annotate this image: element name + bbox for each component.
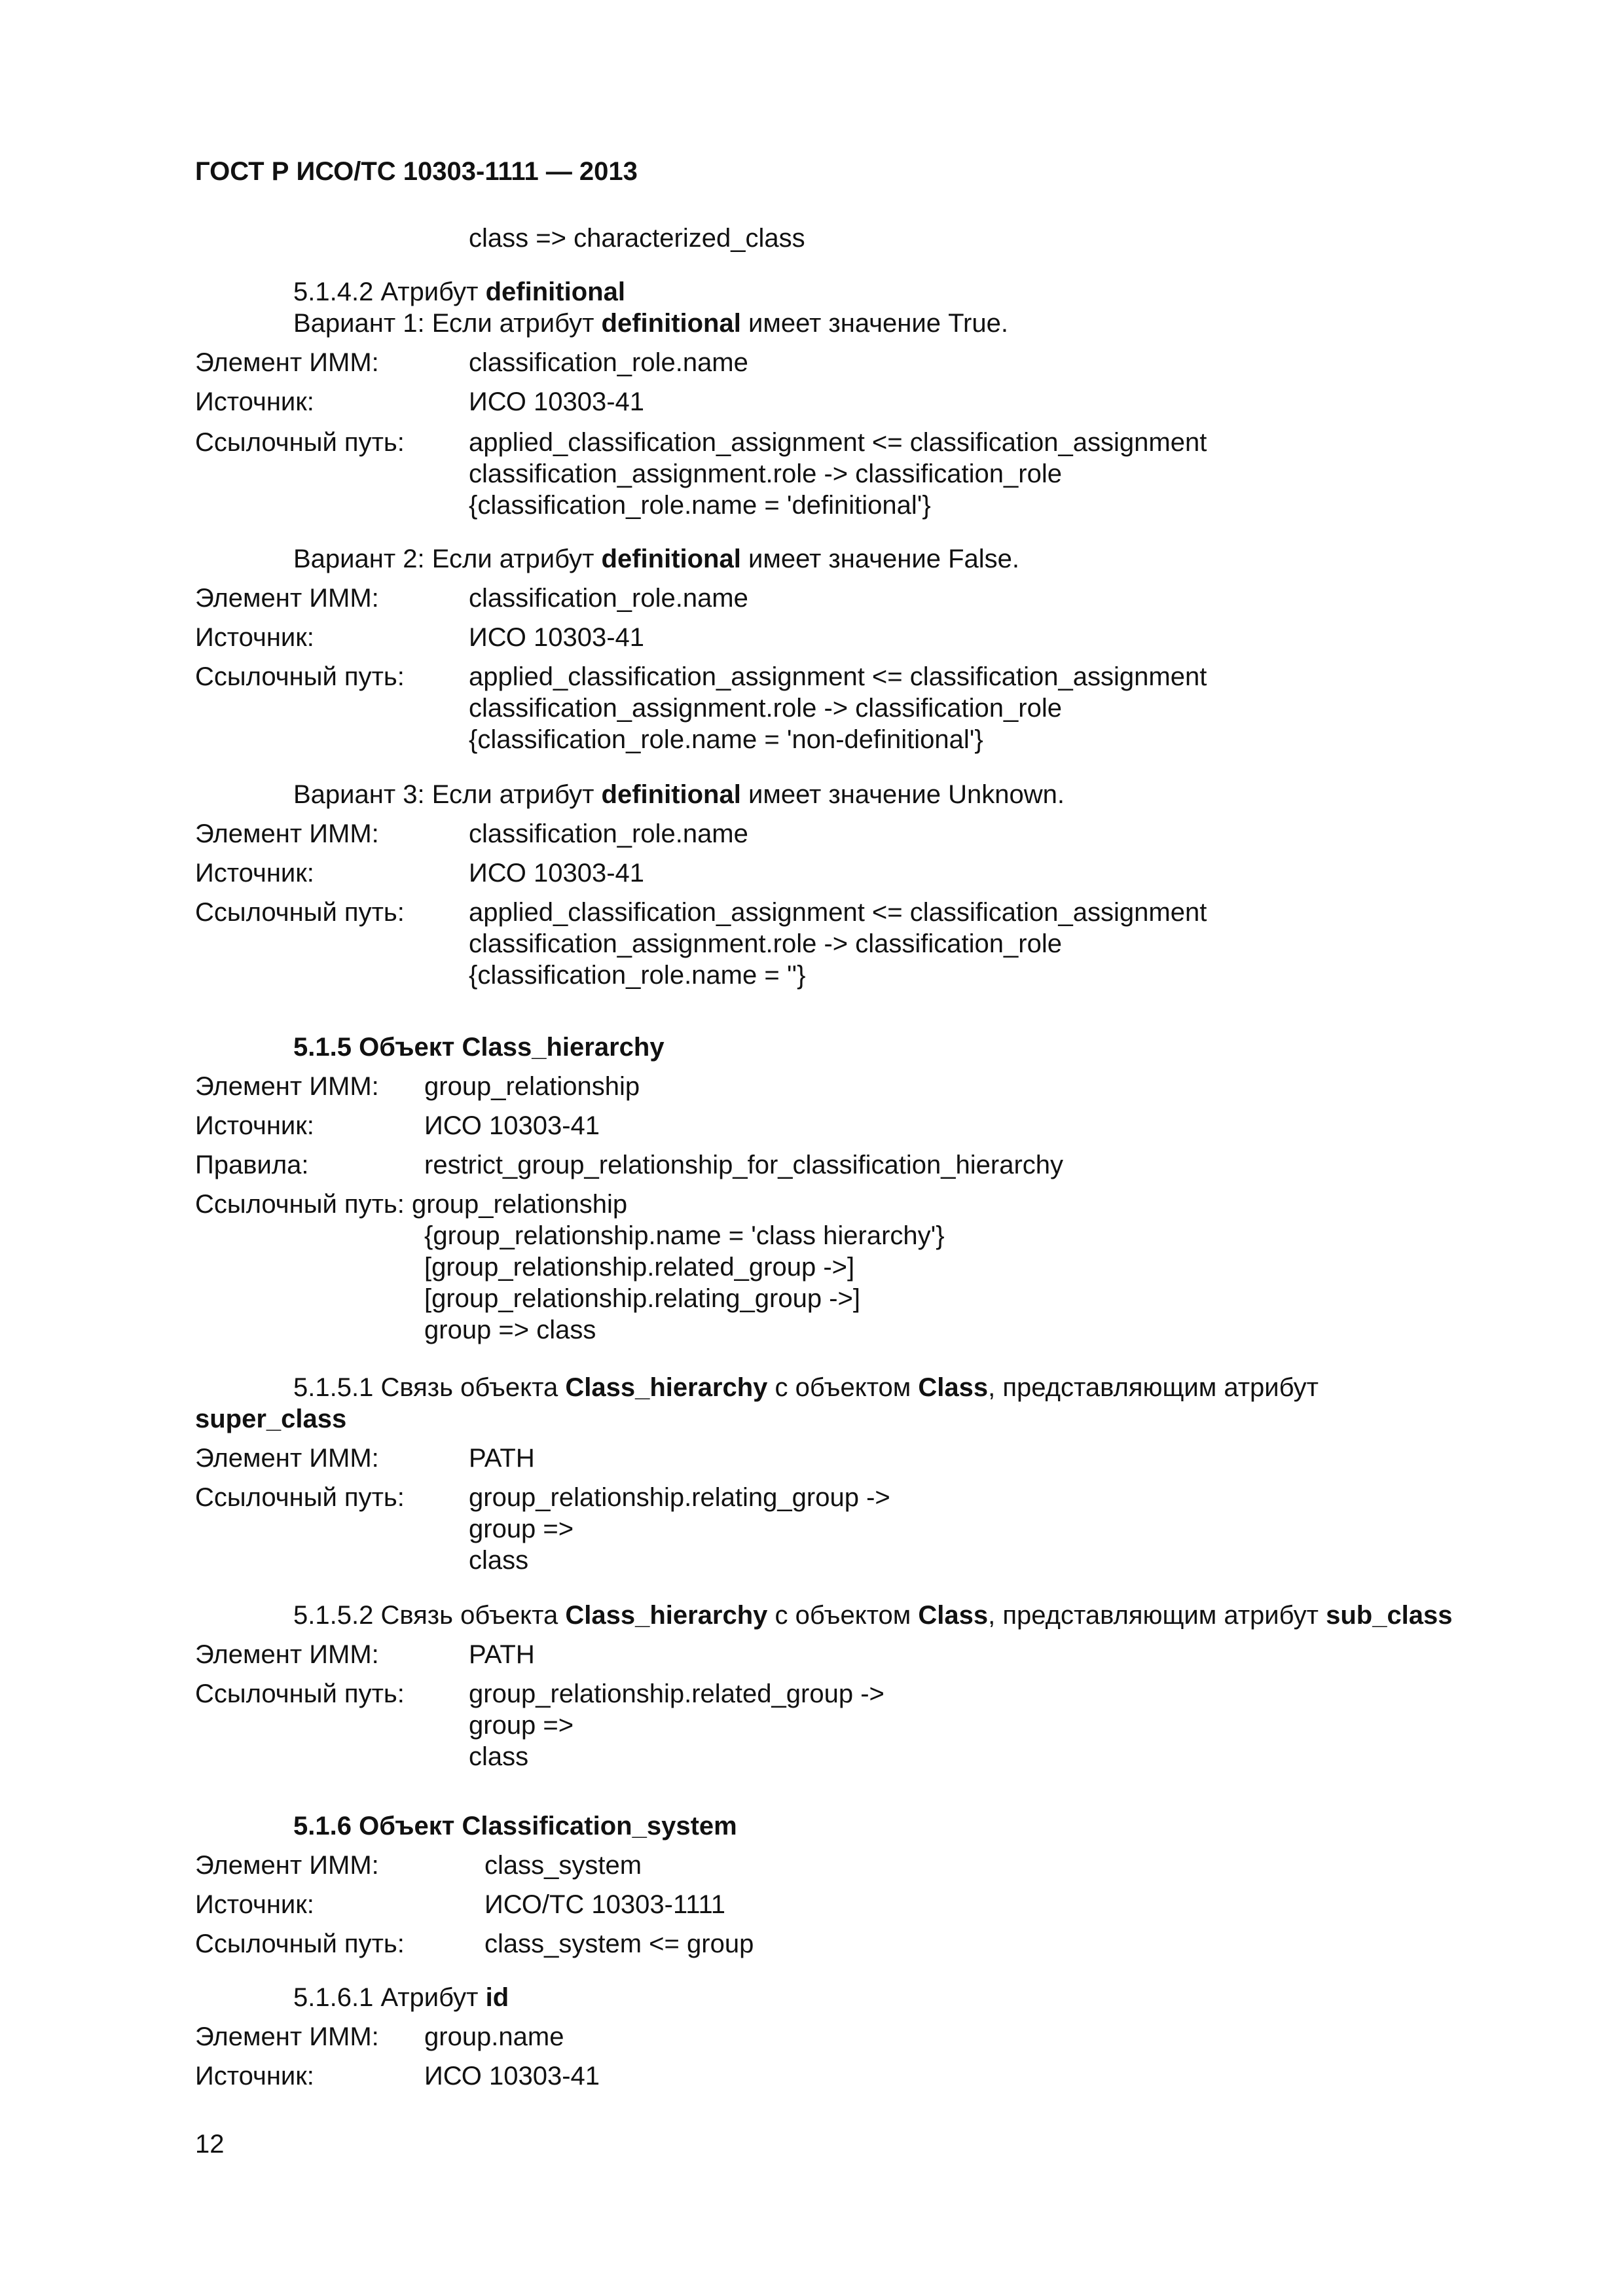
super-class-element: PATH xyxy=(469,1444,535,1473)
class-hierarchy-path-line: {group_relationship.name = 'class hierarchy'} xyxy=(424,1221,945,1250)
sub-class-path-line: group_relationship.related_group -> xyxy=(469,1679,884,1708)
relation-attribute-name: super_class xyxy=(195,1405,347,1433)
label-source: Источник: xyxy=(195,2062,314,2090)
label-source: Источник: xyxy=(195,387,314,416)
classification-system-element: class_system xyxy=(484,1851,642,1880)
variant-1-path-line: {classification_role.name = 'definitional'} xyxy=(469,491,931,520)
variant-3-element: classification_role.name xyxy=(469,819,748,848)
sub-class-element: PATH xyxy=(469,1640,535,1669)
variant-2-path-line: {classification_role.name = 'non-definitional'} xyxy=(469,725,983,754)
sub-class-path-line: class xyxy=(469,1742,529,1771)
label-source: Источник: xyxy=(195,1890,314,1919)
variant-2-element: classification_role.name xyxy=(469,584,748,613)
classification-system-source: ИСО/ТС 10303-1111 xyxy=(484,1890,726,1919)
classification-system-path: class_system <= group xyxy=(484,1929,754,1958)
super-class-path-line: group_relationship.relating_group -> xyxy=(469,1483,890,1512)
variant-3-path-line: classification_assignment.role -> classification_role xyxy=(469,929,1062,958)
variant-1-path-line: classification_assignment.role -> classification_role xyxy=(469,459,1062,488)
label-source: Источник: xyxy=(195,859,314,888)
variant-2-heading: Вариант 2: Если атрибут definitional имеет значение False. xyxy=(293,545,1020,573)
variant-3-path-line: {classification_role.name = ''} xyxy=(469,961,806,990)
label-source: Источник: xyxy=(195,1111,314,1140)
variant-1-path-line: applied_classification_assignment <= classification_assignment xyxy=(469,428,1207,457)
class-hierarchy-path-line: [group_relationship.related_group ->] xyxy=(424,1253,855,1282)
label-element: Элемент ИММ: xyxy=(195,348,379,377)
label-ref-path: Ссылочный путь: xyxy=(195,1679,405,1708)
document-header: ГОСТ Р ИСО/ТС 10303-1111 — 2013 xyxy=(195,157,638,186)
variant-2-path-line: applied_classification_assignment <= classification_assignment xyxy=(469,662,1207,691)
class-hierarchy-path-line: group => class xyxy=(424,1316,596,1344)
variant-1-element: classification_role.name xyxy=(469,348,748,377)
variant-3-path-line: applied_classification_assignment <= classification_assignment xyxy=(469,898,1207,927)
super-class-path-line: class xyxy=(469,1546,529,1575)
variant-1-source: ИСО 10303-41 xyxy=(469,387,645,416)
variant-3-source: ИСО 10303-41 xyxy=(469,859,645,888)
class-hierarchy-path-line: [group_relationship.relating_group ->] xyxy=(424,1284,860,1313)
variant-3-heading: Вариант 3: Если атрибут definitional имеет значение Unknown. xyxy=(293,780,1065,809)
id-attribute-element: group.name xyxy=(424,2022,564,2051)
label-rules: Правила: xyxy=(195,1151,309,1179)
label-element: Элемент ИММ: xyxy=(195,1851,379,1880)
section-heading-5-1-5: 5.1.5 Объект Class_hierarchy xyxy=(293,1033,665,1062)
variant-2-source: ИСО 10303-41 xyxy=(469,623,645,652)
label-ref-path: Ссылочный путь: xyxy=(195,662,405,691)
label-element: Элемент ИММ: xyxy=(195,1444,379,1473)
relation-heading-5-1-5-2: 5.1.5.2 Связь объекта Class_hierarchy с объектом Class, представляющим атрибут sub_class xyxy=(293,1601,1453,1630)
mapping-line: class => characterized_class xyxy=(469,224,805,253)
label-ref-path-inline: Ссылочный путь: group_relationship xyxy=(195,1190,628,1219)
class-hierarchy-source: ИСО 10303-41 xyxy=(424,1111,600,1140)
attribute-heading: 5.1.4.2 Атрибут definitional xyxy=(293,278,625,306)
variant-1-heading: Вариант 1: Если атрибут definitional имеет значение True. xyxy=(293,309,1008,338)
variant-2-path-line: classification_assignment.role -> classification_role xyxy=(469,694,1062,723)
attribute-heading-5-1-6-1: 5.1.6.1 Атрибут id xyxy=(293,1983,509,2012)
id-attribute-source: ИСО 10303-41 xyxy=(424,2062,600,2090)
label-element: Элемент ИММ: xyxy=(195,584,379,613)
class-hierarchy-element: group_relationship xyxy=(424,1072,640,1101)
label-element: Элемент ИММ: xyxy=(195,1072,379,1101)
sub-class-path-line: group => xyxy=(469,1711,574,1740)
section-heading-5-1-6: 5.1.6 Объект Classification_system xyxy=(293,1812,737,1840)
label-element: Элемент ИММ: xyxy=(195,819,379,848)
class-hierarchy-rules: restrict_group_relationship_for_classification_hierarchy xyxy=(424,1151,1064,1179)
relation-heading-5-1-5-1: 5.1.5.1 Связь объекта Class_hierarchy с объектом Class, представляющим атрибут xyxy=(293,1373,1319,1402)
label-source: Источник: xyxy=(195,623,314,652)
super-class-path-line: group => xyxy=(469,1515,574,1543)
label-ref-path: Ссылочный путь: xyxy=(195,1929,405,1958)
label-element: Элемент ИММ: xyxy=(195,2022,379,2051)
label-ref-path: Ссылочный путь: xyxy=(195,1483,405,1512)
label-element: Элемент ИММ: xyxy=(195,1640,379,1669)
page-number: 12 xyxy=(195,2130,225,2159)
label-ref-path: Ссылочный путь: xyxy=(195,428,405,457)
label-ref-path: Ссылочный путь: xyxy=(195,898,405,927)
